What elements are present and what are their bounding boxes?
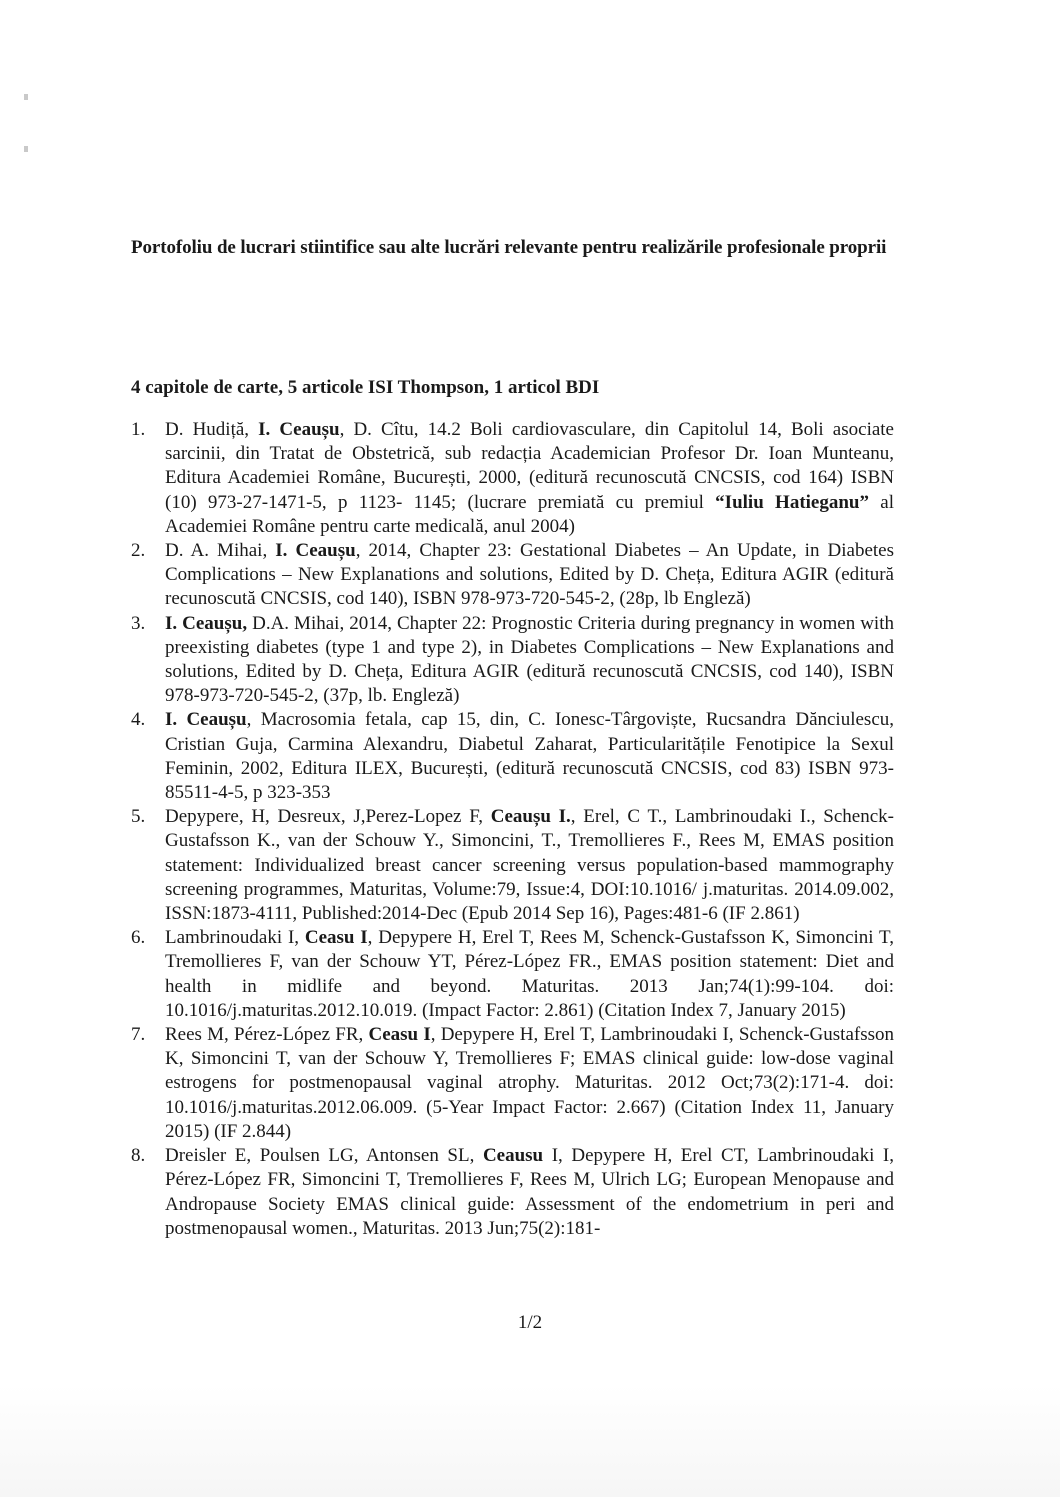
scan-shadow (0, 1385, 1060, 1497)
reference-text: , Depypere H, Erel T, Lambrinoudaki I, Schenck-Gustafsson K, Simoncini T, van der Schouw Y, Tremollieres F; EMAS clinical guide: low-dose vaginal estrogens for postmenopausal vaginal atrophy. Maturitas. 2012 Oct;73(2):171-4. doi: 10.1016/j.maturitas.2012.06.009. (5-Year Impact Factor: 2.667) (Citation Index 11, January 2015) (IF 2.844) (165, 1024, 895, 1142)
reference-text: , 2014, Chapter 23: Gestational Diabetes – An Update, in Diabetes Complications – New Explanations and solutions, Edited by D. Cheța, Editura AGIR (editură recunoscută CNCSIS, cod 140), ISBN 978-973-720-545-2, (28p, lb Engleză) (165, 540, 895, 610)
reference-item (131, 708, 894, 805)
reference-number: 3. (131, 612, 146, 634)
reference-number: 4. (131, 709, 146, 731)
reference-authors: D. Hudiță, (165, 419, 259, 440)
reference-text: I, Depypere H, Erel CT, Lambrinoudaki I, Pérez-López FR, Simoncini T, Tremollieres F, Rees M, Ulrich LG; European Menopause and Andropause Society EMAS clinical guide: Assessment of the endometrium in peri and postmenopausal women., Maturitas. 2013 Jun;75(2):181- (165, 1145, 894, 1239)
highlighted-author: I. Ceaușu (258, 419, 340, 440)
reference-list (131, 418, 894, 1241)
section-subtitle: 4 capitole de carte, 5 articole ISI Thompson, 1 articol BDI (131, 377, 600, 398)
highlighted-author: I. Ceaușu (165, 709, 247, 731)
reference-number: 7. (131, 1024, 146, 1046)
reference-item (131, 539, 894, 612)
reference-number: 1. (131, 419, 146, 440)
reference-item (131, 1023, 894, 1144)
reference-number: 6. (131, 927, 146, 949)
reference-authors: Depypere, H, Desreux, J,Perez-Lopez F, (165, 806, 491, 828)
reference-authors: Rees M, Pérez-López FR, (165, 1024, 369, 1046)
reference-item (131, 418, 894, 539)
scan-artifact (24, 94, 28, 100)
highlighted-author: I. Ceaușu, (165, 612, 248, 634)
reference-authors: Lambrinoudaki I, (165, 927, 305, 949)
reference-authors: D. A. Mihai, (165, 540, 276, 562)
highlighted-author: I. Ceaușu (275, 540, 356, 562)
award-name: “Iuliu Hatieganu” (715, 491, 869, 513)
document-title: Portofoliu de lucrari stiintifice sau alte lucrări relevante pentru realizările profesionale proprii (131, 237, 887, 258)
reference-text: al Academiei Române pentru carte medicală, anul 2004) (165, 491, 894, 537)
reference-item (131, 1144, 894, 1241)
reference-number: 8. (131, 1145, 146, 1167)
reference-text: , D. Cîtu, 14.2 Boli cardiovasculare, din Capitolul 14, Boli asociate sarcinii, din Tratat de Obstetrică, sub redacția Academician Profesor Dr. Ioan Munteanu, Editura Academiei Române, București, 2000, (editură recunoscută CNCSIS, cod 164) ISBN (10) 973-27-1471-5, p 1123- 1145; (lucrare premiată cu premiul (165, 419, 894, 513)
highlighted-author: Ceaușu I. (490, 806, 571, 828)
scan-artifact (24, 146, 28, 152)
reference-text: , Macrosomia fetala, cap 15, din, C. Ionesc-Târgoviște, Rucsandra Dănciulescu, Cristian Guja, Carmina Alexandru, Diabetul Zaharat, Particularitățile Fenotipice la Sexul Feminin, 2002, Editura ILEX, București, (editură recunoscută CNCSIS, cod 83) ISBN 973-85511-4-5, p 323-353 (165, 709, 894, 804)
reference-text: , Erel, C T., Lambrinoudaki I., Schenck-Gustafsson K., van der Schouw Y., Simoncini, T., Tremollieres F., Rees M, EMAS position statement: Individualized breast cancer screening versus population-based mammography screening programmes, Maturitas, Volume:79, Issue:4, DOI:10.1016/ j.maturitas. 2014.09.002, ISSN:1873-4111, Published:2014-Dec (Epub 2014 Sep 16), Pages:481-6 (IF 2.861) (165, 806, 894, 925)
reference-number: 5. (131, 806, 146, 828)
reference-number: 2. (131, 540, 146, 562)
reference-item (131, 805, 894, 926)
reference-text: , Depypere H, Erel T, Rees M, Schenck-Gustafsson K, Simoncini T, Tremollieres F, van der Schouw YT, Pérez-López FR., EMAS position statement: Diet and health in midlife and beyond. Maturitas. 2013 Jan;74(1):99-104. doi: 10.1016/j.maturitas.2012.10.019. (Impact Factor: 2.861) (Citation Index 7, January 2015) (165, 927, 895, 1021)
reference-text: D.A. Mihai, 2014, Chapter 22: Prognostic Criteria during pregnancy in women with preexisting diabetes (type 1 and type 2), in Diabetes Complications – New Explanations and solutions, Edited by D. Cheța, Editura AGIR (editură recunoscută CNCSIS, cod 140), ISBN 978-973-720-545-2, (37p, lb. Engleză) (165, 612, 894, 707)
highlighted-author: Ceausu (482, 1145, 544, 1167)
reference-item (131, 612, 894, 709)
reference-authors: Dreisler E, Poulsen LG, Antonsen SL, (165, 1145, 483, 1167)
highlighted-author: Ceasu I (368, 1024, 431, 1046)
reference-item (131, 926, 894, 1023)
highlighted-author: Ceasu I (304, 927, 368, 949)
page-number: 1/2 (517, 1312, 543, 1333)
